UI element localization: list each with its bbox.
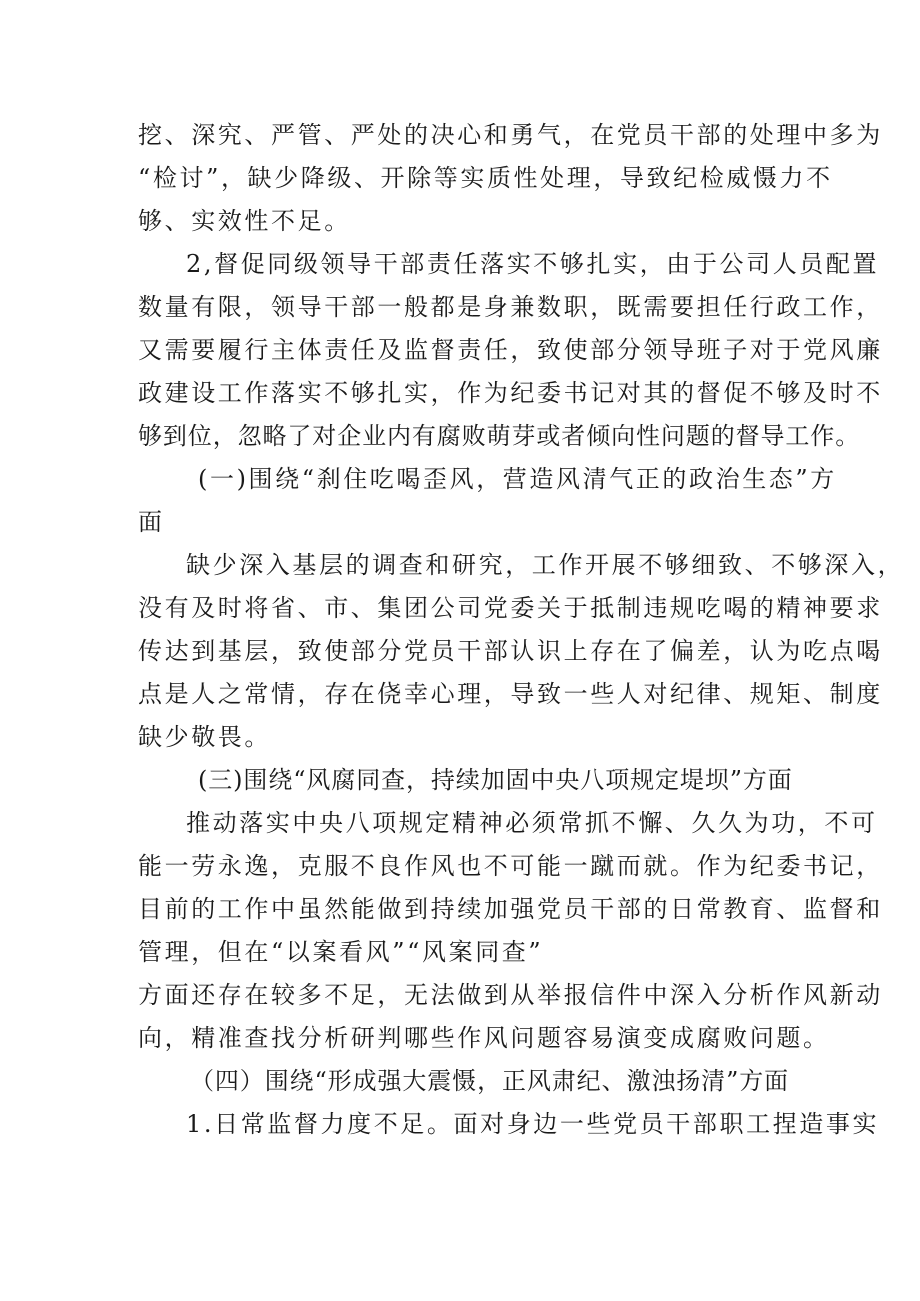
- paragraph-line: “检讨”，缺少降级、开除等实质性处理，导致纪检威慑力不: [138, 164, 833, 192]
- paragraph-line: 缺少敬畏。: [138, 723, 271, 751]
- paragraph-line: 推动落实中央八项规定精神必须常抓不懈、久久为功，不可: [186, 809, 878, 837]
- section-heading-1: (一)围绕“刹住吃喝歪风，营造风清气正的政治生态”方: [198, 465, 837, 493]
- paragraph-line: 方面还存在较多不足，无法做到从举报信件中深入分析作风新动: [138, 981, 883, 1009]
- paragraph-line: 够到位，忽略了对企业内有腐败萌芽或者倾向性问题的督导工作。: [138, 422, 861, 450]
- section-heading-1-continued: 面: [138, 508, 165, 536]
- paragraph-line: 能一劳永逸，克服不良作风也不可能一蹴而就。作为纪委书记，: [138, 852, 883, 880]
- paragraph-line: 点是人之常情，存在侥幸心理，导致一些人对纪律、规矩、制度: [138, 680, 883, 708]
- paragraph-line: 目前的工作中虽然能做到持续加强党员干部的日常教育、监督和: [138, 895, 883, 923]
- paragraph-line: 够、实效性不足。: [138, 207, 351, 235]
- paragraph-line: 缺少深入基层的调查和研究，工作开展不够细致、不够深入，: [186, 551, 905, 579]
- paragraph-line: 又需要履行主体责任及监督责任，致使部分领导班子对于党风廉: [138, 336, 883, 364]
- section-heading-3: (三)围绕“风腐同查，持续加固中央八项规定堤坝”方面: [198, 766, 793, 794]
- section-heading-4: （四）围绕“形成强大震慑，正风肃纪、激浊扬清”方面: [190, 1067, 790, 1095]
- paragraph-line: 传达到基层，致使部分党员干部认识上存在了偏差，认为吃点喝: [138, 637, 883, 665]
- paragraph-line: 政建设工作落实不够扎实，作为纪委书记对其的督促不够及时不: [138, 379, 883, 407]
- paragraph-line: 数量有限，领导干部一般都是身兼数职，既需要担任行政工作，: [138, 293, 883, 321]
- paragraph-line: 向，精准查找分析研判哪些作风问题容易演变成腐败问题。: [138, 1024, 830, 1052]
- list-item-1-line: 1.日常监督力度不足。面对身边一些党员干部职工捏造事实: [186, 1110, 880, 1138]
- paragraph-line: 挖、深究、严管、严处的决心和勇气，在党员干部的处理中多为: [138, 121, 883, 149]
- paragraph-line: 管理，但在“以案看风”“风案同查”: [138, 938, 544, 966]
- list-item-2-line: 2,督促同级领导干部责任落实不够扎实，由于公司人员配置: [186, 250, 880, 278]
- paragraph-line: 没有及时将省、市、集团公司党委关于抵制违规吃喝的精神要求: [138, 594, 883, 622]
